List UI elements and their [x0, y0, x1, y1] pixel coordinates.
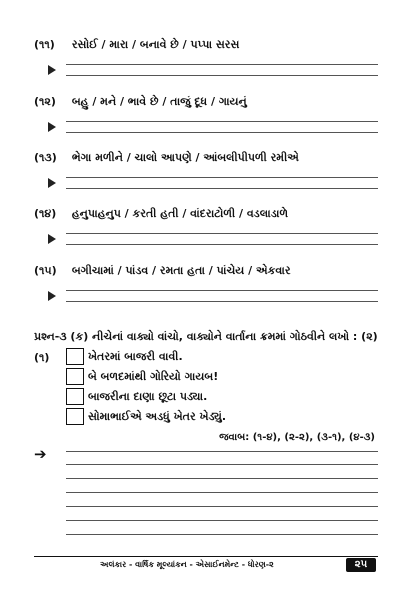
answer-line[interactable] — [66, 290, 378, 291]
pointer-icon — [48, 234, 56, 244]
item-number: (૧૩) — [34, 151, 57, 164]
answer-line[interactable] — [66, 75, 378, 76]
item-number: (૧૨) — [34, 95, 56, 108]
order-box[interactable] — [66, 408, 84, 425]
item-number: (૧૧) — [34, 38, 55, 51]
answer-line[interactable] — [66, 121, 378, 122]
question-item-15 — [34, 264, 291, 278]
question-3-instruction: પ્રશ્ન-૩ (ક) નીચેનાં વાક્યો વાંચો, વાક્યોને વાર્તાના ક્રમમાં ગોઠવીને લખો : (૨) — [34, 330, 378, 343]
page-number-badge: ૨૫ — [346, 558, 376, 572]
arrow-right-icon: ➔ — [34, 445, 47, 463]
question-item-14 — [34, 207, 288, 221]
answer-line[interactable] — [66, 534, 378, 535]
question-item-12 — [34, 95, 247, 109]
sentence-option: ખેતરમાં બાજરી વાવી. — [88, 350, 183, 363]
item-number: (૧૪) — [34, 207, 57, 220]
pointer-icon — [48, 178, 56, 188]
order-box[interactable] — [66, 368, 84, 385]
question-item-11 — [34, 38, 239, 52]
question-item-13 — [34, 151, 299, 165]
answer-line[interactable] — [66, 478, 378, 479]
order-box[interactable] — [66, 388, 84, 405]
answer-key: જવાબ: (૧-૪), (૨-૨), (૩-૧), (૪-૩) — [219, 432, 375, 443]
sentence-option: સોમાભાઈએ અડધું ખેતર ખેડ્યું. — [88, 410, 227, 423]
footer-title: અલંકાર - વાર્ષિક મૂલ્યાંકન - એસાઈનમેન્ટ - ધોરણ-૨ — [100, 560, 274, 569]
answer-line[interactable] — [66, 301, 378, 302]
answer-line[interactable] — [66, 188, 378, 189]
sentence-option: બાજરીના દાણા છૂટા પડ્યા. — [88, 390, 208, 403]
item-words: ભેગા મળીને / ચાલો આપણે / આંબલીપીપળી રમીએ — [71, 151, 299, 164]
answer-line[interactable] — [66, 233, 378, 234]
pointer-icon — [48, 291, 56, 301]
item-words: બગીચામાં / પાંડવ / રમતા હતા / પાંચેય / એકવાર — [71, 264, 291, 277]
answer-line[interactable] — [66, 244, 378, 245]
order-box[interactable] — [66, 348, 84, 365]
item-words: હનુપાહનુપ / કરતી હતી / વાંદરાટોળી / વડલાડાળે — [71, 207, 289, 220]
answer-line[interactable] — [66, 464, 378, 465]
item-words: રસોઈ / મારા / બનાવે છે / પપ્પા સરસ — [71, 38, 240, 51]
answer-line[interactable] — [66, 451, 378, 452]
sentence-option: બે બળદમાંથી ગોરિયો ગાયબ! — [88, 370, 219, 383]
item-words: બહુ / મને / ભાવે છે / તાજું દૂધ / ગાયનું — [71, 95, 247, 108]
answer-line[interactable] — [66, 132, 378, 133]
answer-line[interactable] — [66, 64, 378, 65]
answer-line[interactable] — [66, 492, 378, 493]
answer-line[interactable] — [66, 506, 378, 507]
item-number: (૧૫) — [34, 264, 57, 277]
answer-line[interactable] — [66, 177, 378, 178]
pointer-icon — [48, 122, 56, 132]
question-3-number: (૧) — [34, 351, 50, 364]
footer-divider — [34, 556, 378, 557]
answer-line[interactable] — [66, 520, 378, 521]
pointer-icon — [48, 65, 56, 75]
